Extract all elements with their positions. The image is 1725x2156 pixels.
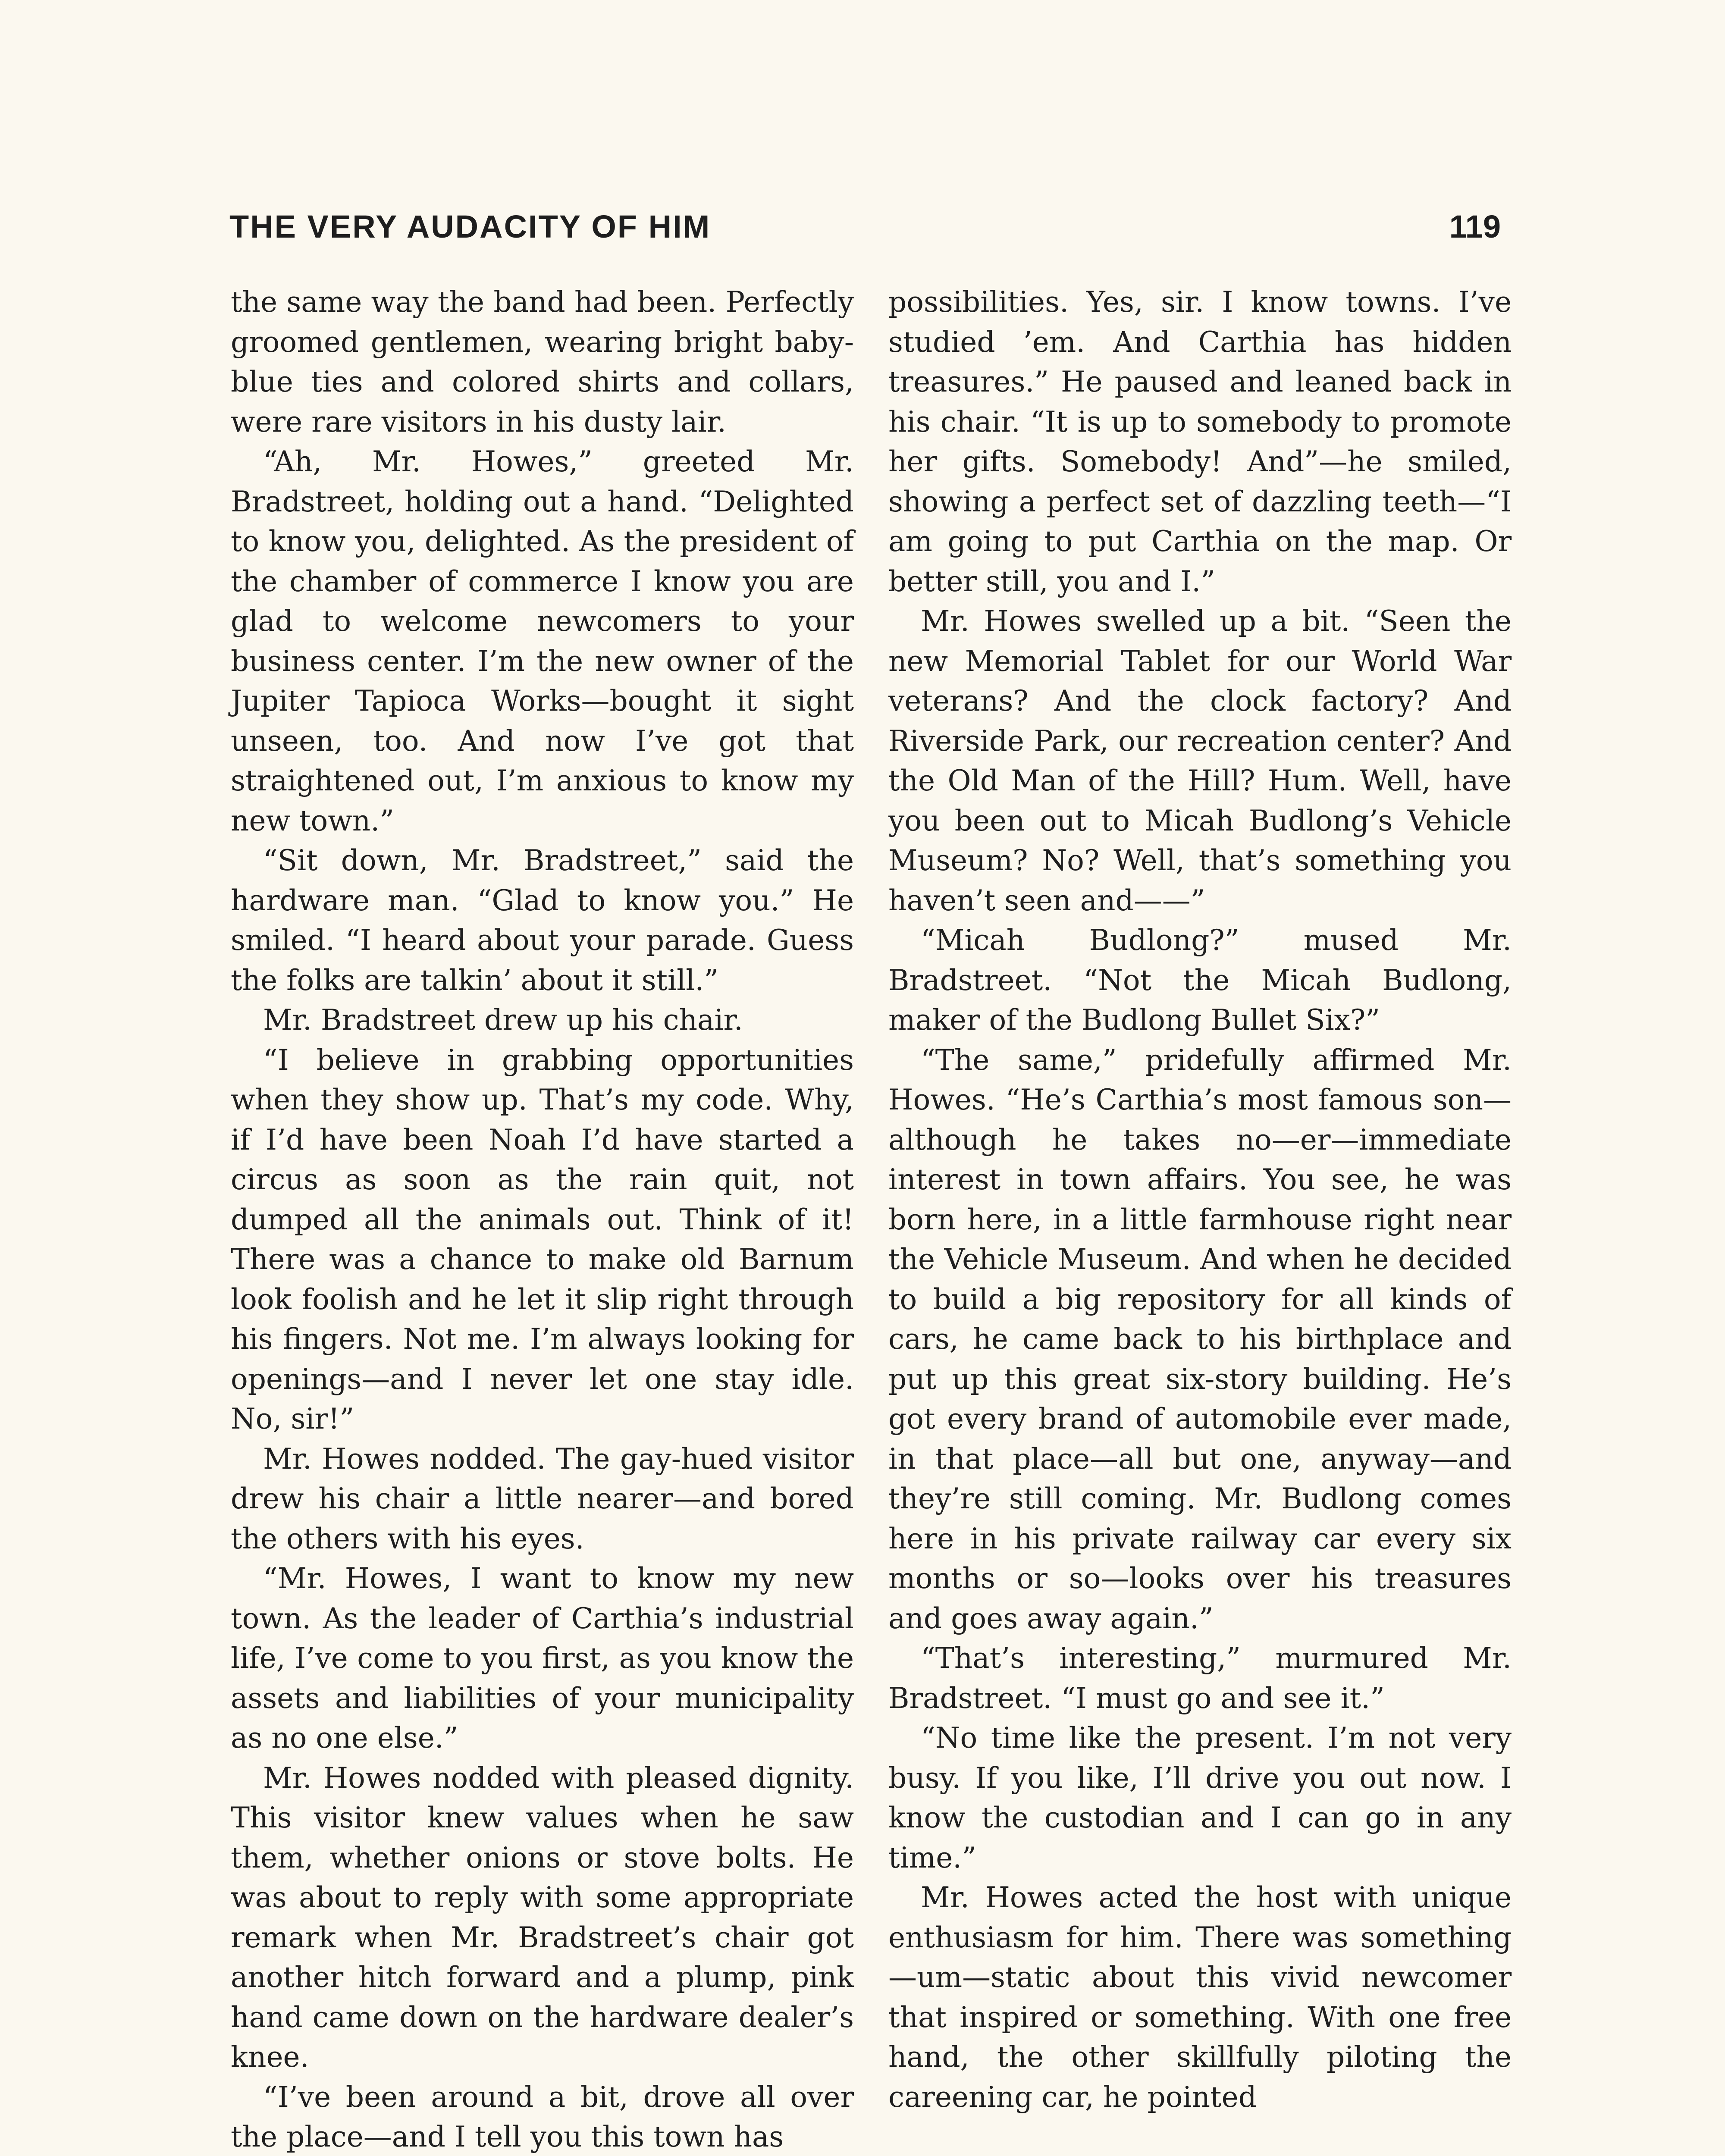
paragraph: “No time like the present. I’m not very busy. If you like, I’ll drive you out now. I know the custodian and I can go in any time.” xyxy=(888,1721,1512,1874)
paragraph: Mr. Howes nodded with pleased dignity. This visitor knew values when he saw them, whether onions or stove bolts. He was about to reply with some appropriate remark when Mr. Bradstreet’s chair got another hitch forward and a plump, pink hand came down on the hardware dealer’s knee. xyxy=(231,1761,854,2074)
right-column xyxy=(888,282,1512,2117)
running-head xyxy=(229,203,1501,250)
paragraph: “I believe in grabbing opportunities when they show up. That’s my code. Why, if I’d have been Noah I’d have started a circus as soon as the rain quit, not dumped all the animals out. Think of it! There was a chance to make old Barnum look foolish and he let it slip right through his fingers. Not me. I’m always looking for openings—and I never let one stay idle. No, sir!” xyxy=(231,1043,854,1435)
paragraph: Mr. Howes acted the host with unique enthusiasm for him. There was something—um—static about this vivid newcomer that inspired or something. With one free hand, the other skillfully piloting the careening car, he pointed xyxy=(888,1881,1512,2114)
paragraph: Mr. Howes swelled up a bit. “Seen the new Memorial Tablet for our World War veterans? And the clock factory? And Riverside Park, our recreation center? And the Old Man of the Hill? Hum. Well, have you been out to Micah Budlong’s Vehicle Museum? No? Well, that’s something you haven’t seen and——” xyxy=(888,605,1512,917)
paragraph: “I’ve been around a bit, drove all over the place—and I tell you this town has xyxy=(231,2080,854,2153)
paragraph: “The same,” pridefully affirmed Mr. Howes. “He’s Carthia’s most famous son—although he takes no—er—immediate interest in town affairs. You see, he was born here, in a little farmhouse right near the Vehicle Museum. And when he decided to build a big repository for all kinds of cars, he came back to his birthplace and put up this great six-story building. He’s got every brand of automobile ever made, in that place—all but one, anyway—and they’re still coming. Mr. Budlong comes here in his private railway car every six months or so—looks over his treasures and goes away again.” xyxy=(888,1043,1512,1635)
paragraph: “Sit down, Mr. Bradstreet,” said the hardware man. “Glad to know you.” He smiled. “I heard about your parade. Guess the folks are talkin’ about it still.” xyxy=(231,844,854,997)
chapter-title: THE VERY AUDACITY OF HIM xyxy=(229,208,711,244)
paragraph: Mr. Howes nodded. The gay-hued visitor drew his chair a little nearer—and bored the others with his eyes. xyxy=(231,1442,854,1555)
paragraph: “Mr. Howes, I want to know my new town. As the leader of Carthia’s industrial life, I’ve come to you first, as you know the assets and liabilities of your municipality as no one else.” xyxy=(231,1562,854,1755)
paragraph: Mr. Bradstreet drew up his chair. xyxy=(263,1003,743,1037)
page-number: 119 xyxy=(1449,208,1501,244)
paragraph: the same way the band had been. Perfectly groomed gentlemen, wearing bright baby-blue ties and colored shirts and collars, were rare visitors in his dusty lair. xyxy=(231,285,854,439)
paragraph: “Ah, Mr. Howes,” greeted Mr. Bradstreet, holding out a hand. “Delighted to know you, delighted. As the president of the chamber of commerce I know you are glad to welcome newcomers to your business center. I’m the new owner of the Jupiter Tapioca Works—bought it sight unseen, too. And now I’ve got that straightened out, I’m anxious to know my new town.” xyxy=(231,445,854,837)
left-column xyxy=(231,282,854,2156)
paragraph: “Micah Budlong?” mused Mr. Bradstreet. “Not the Micah Budlong, maker of the Budlong Bullet Six?” xyxy=(888,924,1512,1037)
paragraph: “That’s interesting,” murmured Mr. Bradstreet. “I must go and see it.” xyxy=(888,1642,1512,1715)
paragraph: possibilities. Yes, sir. I know towns. I’ve studied ’em. And Carthia has hidden treasures.” He paused and leaned back in his chair. “It is up to somebody to promote her gifts. Somebody! And”—he smiled, showing a perfect set of dazzling teeth—“I am going to put Carthia on the map. Or better still, you and I.” xyxy=(888,285,1512,598)
